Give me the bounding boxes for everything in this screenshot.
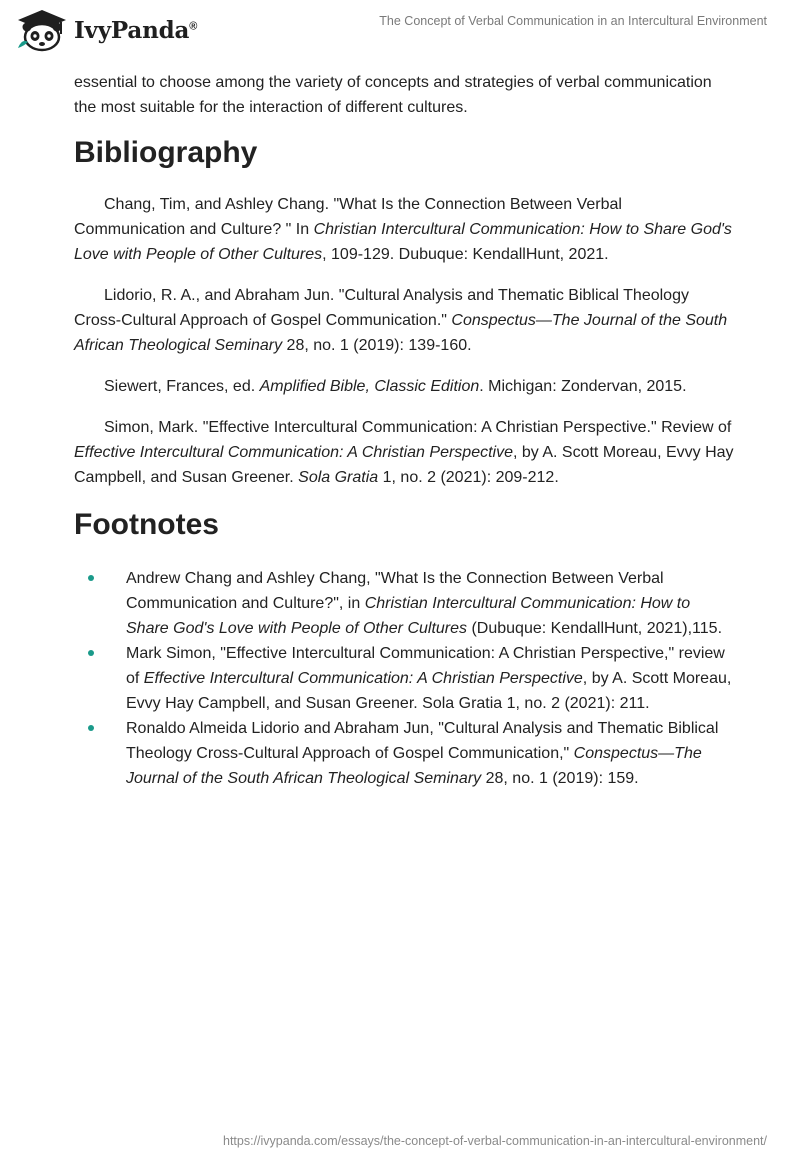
bullet-icon — [88, 575, 94, 581]
bibliography-entry: Lidorio, R. A., and Abraham Jun. "Cultural Analysis and Thematic Biblical Theology Cross-Cultural Approach of Gospel Communication." Conspectus—The Journal of the South African Theological Seminary 28, no. 1 (2019): 139-160. — [74, 287, 728, 354]
footnotes-list — [74, 566, 734, 791]
footnote-item: Ronaldo Almeida Lidorio and Abraham Jun, "Cultural Analysis and Thematic Biblical Theology Cross-Cultural Approach of Gospel Communication," Conspectus—The Journal of the South African Theological Seminary 28, no. 1 (2019): 159. — [74, 716, 734, 791]
bibliography-entry: Chang, Tim, and Ashley Chang. "What Is the Connection Between Verbal Communication and Culture? " In Christian Intercultural Communication: How to Share God's Love with People of Other Cultures, 109-129. Dubuque: KendallHunt, 2021. — [74, 196, 732, 263]
bibliography-heading: Bibliography — [74, 136, 258, 169]
footnote-item: Mark Simon, "Effective Intercultural Communication: A Christian Perspective," review of Effective Intercultural Communication: A Christian Perspective, by A. Scott Moreau, Evvy Hay Campbell, and Susan Greener. Sola Gratia 1, no. 2 (2021): 211. — [74, 641, 734, 716]
ivypanda-logo[interactable] — [14, 8, 197, 52]
bullet-icon — [88, 650, 94, 656]
footnotes-heading: Footnotes — [74, 508, 219, 541]
logo-wordmark: IvyPanda® — [74, 16, 198, 44]
bullet-icon — [88, 725, 94, 731]
page-header — [0, 0, 800, 62]
panda-graduate-icon — [14, 8, 70, 52]
essay-content — [74, 70, 734, 791]
intro-paragraph: essential to choose among the variety of concepts and strategies of verbal communication the most suitable for the interaction of different cultures. — [74, 74, 712, 116]
bibliography-entry: Siewert, Frances, ed. Amplified Bible, Classic Edition. Michigan: Zondervan, 2015. — [104, 378, 687, 395]
footnote-item: Andrew Chang and Ashley Chang, "What Is the Connection Between Verbal Communication and Culture?", in Christian Intercultural Communication: How to Share God's Love with People of Other Cultures (Dubuque: KendallHunt, 2021),115. — [74, 566, 734, 641]
bibliography-entry: Simon, Mark. "Effective Intercultural Communication: A Christian Perspective." Review of Effective Intercultural Communication: A Christian Perspective, by A. Scott Moreau, Evvy Hay Campbell, and Susan Greener. Sola Gratia 1, no. 2 (2021): 209-212. — [74, 419, 734, 486]
document-title: The Concept of Verbal Communication in an Intercultural Environment — [379, 14, 767, 28]
source-url-link[interactable]: https://ivypanda.com/essays/the-concept-of-verbal-communication-in-an-intercultural-environment/ — [223, 1134, 767, 1148]
